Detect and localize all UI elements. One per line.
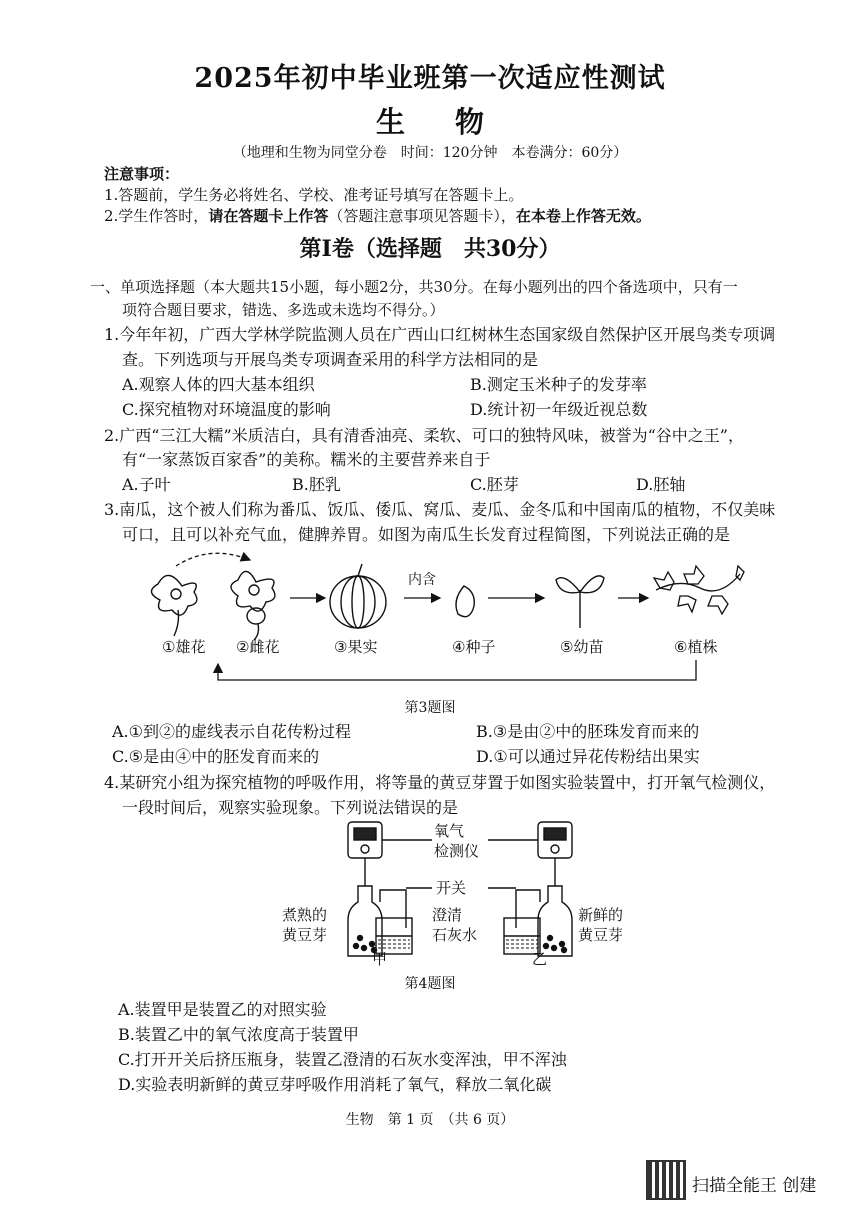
note-item-2-d: 在本卷上作答无效。	[515, 207, 651, 225]
note-item-2	[104, 205, 651, 226]
q1-option-d: D.统计初一年级近视总数	[470, 400, 648, 419]
q4-option-a: A.装置甲是装置乙的对照实验	[118, 1000, 327, 1019]
label-limewater: 石灰水	[432, 926, 478, 944]
label-female-flower: ②雌花	[236, 638, 280, 656]
q2-option-c: C.胚芽	[470, 475, 519, 494]
q4-option-c: C.打开开关后挤压瓶身，装置乙澄清的石灰水变浑浊，甲不浑浊	[118, 1050, 567, 1069]
q3-pumpkin-lifecycle-figure	[140, 548, 760, 696]
q4-stem-2: 一段时间后，观察实验现象。下列说法错误的是	[122, 798, 459, 817]
female-flower-icon	[231, 571, 275, 640]
q1-option-b: B.测定玉米种子的发芽率	[470, 375, 647, 394]
label-fresh: 新鲜的	[578, 906, 624, 924]
q3-option-d: D.①可以通过异花传粉结出果实	[476, 747, 700, 766]
male-flower-icon	[151, 575, 196, 636]
exam-info: （地理和生物为同堂分卷 时间：120分钟 本卷满分：60分）	[232, 145, 628, 161]
pollination-dashed-arrow	[176, 553, 250, 566]
arrow-label-neihan: 内含	[408, 572, 436, 588]
q4-option-b: B.装置乙中的氧气浓度高于装置甲	[118, 1025, 359, 1044]
pumpkin-fruit-icon	[330, 564, 386, 628]
q4-stem-1: 4.某研究小组为探究植物的呼吸作用，将等量的黄豆芽置于如图实验装置中，打开氧气检测仪，	[104, 773, 776, 792]
page-footer: 生物 第 1 页 （共 6 页）	[345, 1112, 515, 1128]
q4-option-d: D.实验表明新鲜的黄豆芽呼吸作用消耗了氧气，释放二氧化碳	[118, 1075, 552, 1094]
note-item-2-a: 2.学生作答时，	[104, 207, 209, 225]
label-oxygen: 氧气	[434, 822, 465, 840]
section-instructions-2: 项符合题目要求，错选、多选或未选均不得分。）	[122, 301, 445, 319]
q3-option-a: A.①到②的虚线表示自花传粉过程	[112, 722, 351, 741]
cycle-return-arrow	[218, 660, 696, 680]
label-bean-sprouts-right: 黄豆芽	[578, 926, 624, 944]
q1-option-a: A.观察人体的四大基本组织	[122, 375, 315, 394]
label-seed: ④种子	[452, 638, 496, 656]
q4-figure-caption: 第4题图	[404, 976, 456, 992]
note-item-2-b: 请在答题卡上作答	[208, 207, 329, 225]
label-bean-sprouts-left: 黄豆芽	[282, 926, 328, 944]
q3-figure-caption: 第3题图	[404, 700, 456, 716]
q3-stem-2: 可口，且可以补充气血，健脾养胃。如图为南瓜生长发育过程简图，下列说法正确的是	[122, 525, 731, 544]
seed-icon	[456, 586, 474, 617]
exam-title: 2025年初中毕业班第一次适应性测试	[194, 63, 666, 94]
q3-stem-1: 3.南瓜，这个被人们称为番瓜、饭瓜、倭瓜、窝瓜、麦瓜、金冬瓜和中国南瓜的植物，不仅美味	[104, 500, 776, 519]
label-seedling: ⑤幼苗	[560, 638, 604, 656]
note-item-2-c: （答题注意事项见答题卡），	[328, 207, 516, 225]
label-switch: 开关	[436, 879, 467, 897]
q2-stem-2: 有“一家蒸饭百家香”的美称。糯米的主要营养来自于	[122, 450, 491, 469]
q2-option-d: D.胚轴	[636, 475, 686, 494]
q3-option-b: B.③是由②中的胚珠发育而来的	[476, 722, 700, 741]
q2-option-b: B.胚乳	[292, 475, 341, 494]
section-title: 第Ⅰ卷（选择题 共30分）	[299, 236, 561, 262]
section-instructions-1: 一、单项选择题（本大题共15小题，每小题2分，共30分。在每小题列出的四个备选项中，只有一	[90, 278, 738, 296]
label-clear: 澄清	[432, 906, 463, 924]
label-yi: 乙	[532, 950, 548, 968]
label-plant: ⑥植株	[674, 638, 718, 656]
subject-title: 生 物	[375, 105, 505, 139]
q2-stem-1: 2.广西“三江大糯”米质洁白，具有清香油亮、柔软、可口的独特风味，被誉为“谷中之王”，	[104, 426, 744, 445]
label-jia: 甲	[372, 950, 388, 968]
q1-stem-1: 1.今年年初，广西大学林学院监测人员在广西山口红树林生态国家级自然保护区开展鸟类专项调	[104, 325, 776, 344]
q3-option-c: C.⑤是由④中的胚发育而来的	[112, 747, 320, 766]
q4-respiration-apparatus-figure	[276, 816, 648, 972]
qr-code-icon	[646, 1160, 686, 1200]
label-cooked: 煮熟的	[282, 906, 328, 924]
notes-heading: 注意事项：	[104, 165, 180, 183]
label-male-flower: ①雄花	[162, 638, 206, 656]
label-detector: 检测仪	[434, 842, 480, 860]
scanner-watermark: 扫描全能王 创建	[692, 1176, 817, 1196]
q2-option-a: A.子叶	[122, 475, 171, 494]
q1-stem-2: 查。下列选项与开展鸟类专项调查采用的科学方法相同的是	[122, 350, 539, 369]
seedling-icon	[556, 576, 604, 628]
note-item-1: 1.答题前，学生务必将姓名、学校、准考证号填写在答题卡上。	[104, 186, 524, 204]
pumpkin-plant-icon	[654, 566, 744, 614]
label-fruit: ③果实	[334, 638, 378, 656]
q1-option-c: C.探究植物对环境温度的影响	[122, 400, 331, 419]
